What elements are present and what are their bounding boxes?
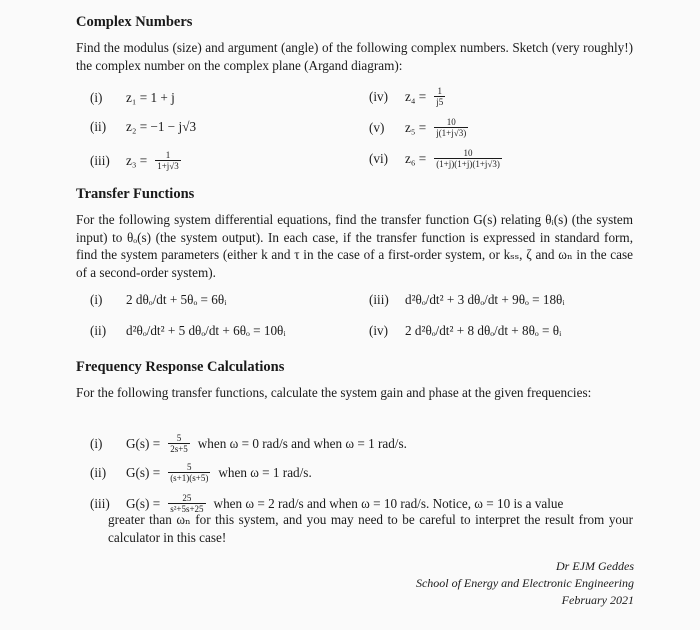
tf-item-2: (ii) d²θₒ/dt² + 5 dθₒ/dt + 6θₒ = 10θᵢ [90, 323, 286, 338]
fraction: $\frac{10}{j(1+j√3)}$ [436, 117, 467, 138]
fraction: $\frac{5}{(s+1)(s+5)}$ [170, 462, 209, 483]
tf-item-1: (i) 2 dθₒ/dt + 5θₒ = 6θᵢ [90, 292, 227, 307]
freq-item-1: (i) G(s) = $\frac{5}{2s+5}$ when ω = 0 rad/s and when ω = 1 rad/s. [90, 433, 407, 454]
fraction: $\frac{10}{(1+j)(1+j)(1+j√3)}$ [436, 148, 500, 169]
author-school: School of Energy and Electronic Engineering [415, 576, 634, 590]
section-intro-frequency-response: For the following transfer functions, calculate the system gain and phase at the given frequencies: [76, 385, 592, 400]
section-heading-transfer-functions: Transfer Functions [76, 186, 195, 202]
complex-item-4: (iv) z₄ = $\frac{1}{j5}$ [369, 86, 444, 107]
complex-item-1: (i) z₁ = 1 + j [90, 90, 175, 105]
fraction: $\frac{25}{\text{s²+5s+25}}$ [170, 493, 204, 514]
freq-item-3-continuation: greater than ωₙ for this system, and you may need to be careful to interpret the result from your calculator in this case! [108, 512, 633, 545]
complex-item-3: (iii) z₃ = $\frac{1}{1+j√3}$ [90, 150, 179, 171]
freq-item-2: (ii) G(s) = $\frac{5}{(s+1)(s+5)}$ when ω = 1 rad/s. [90, 462, 312, 483]
fraction: $\frac{1}{1+j√3}$ [157, 150, 179, 171]
section-intro-transfer-functions: For the following system differential equations, find the transfer function G(s) relating θᵢ(s) (the system input) to θₒ(s) (the system output). In each case, if the transfer function is expressed in standard form, find the system parameters (either k and τ in the case of a first-order system, or kₛₛ, ζ and ωₙ in the case of a second-order system). [76, 212, 633, 280]
fraction: $\frac{1}{j5}$ [436, 86, 444, 107]
tf-item-4: (iv) 2 d²θₒ/dt² + 8 dθₒ/dt + 8θₒ = θᵢ [369, 323, 562, 338]
section-heading-complex-numbers: Complex Numbers [76, 14, 193, 30]
complex-item-2: (ii) z₂ = −1 − j√3 [90, 119, 197, 134]
author-name: Dr EJM Geddes [556, 559, 634, 573]
section-intro-complex-numbers: Find the modulus (size) and argument (angle) of the following complex numbers. Sketch (very roughly!) the complex number on the complex plane (Argand diagram): [76, 40, 633, 73]
fraction: $\frac{5}{2s+5}$ [170, 433, 188, 454]
document-date: February 2021 [561, 593, 634, 607]
freq-item-3: (iii) G(s) = $\frac{25}{\text{s²+5s+25}}$ when ω = 2 rad/s and when ω = 10 rad/s. Notice, ω = 10 is a value [90, 493, 564, 514]
complex-item-5: (v) z₅ = $\frac{10}{j(1+j√3)}$ [369, 117, 467, 138]
section-heading-frequency-response: Frequency Response Calculations [76, 359, 285, 375]
tf-item-3: (iii) d²θₒ/dt² + 3 dθₒ/dt + 9θₒ = 18θᵢ [369, 292, 565, 307]
complex-item-6: (vi) z₆ = $\frac{10}{(1+j)(1+j)(1+j√3)}$ [369, 148, 500, 169]
